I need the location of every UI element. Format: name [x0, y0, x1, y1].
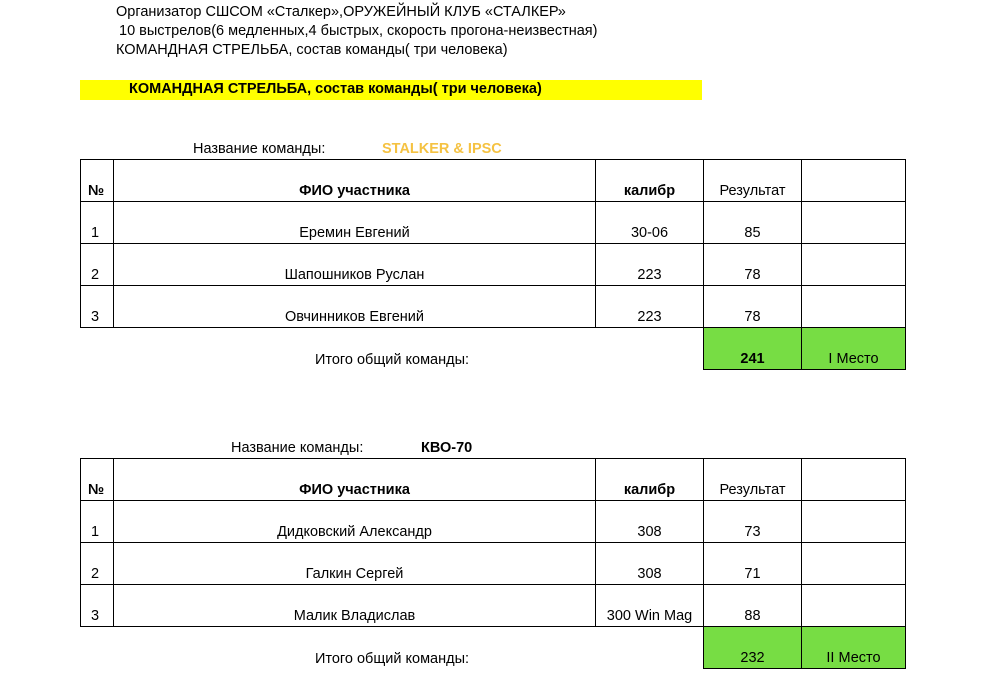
member-caliber: 223	[596, 286, 704, 328]
member-caliber: 308	[596, 543, 704, 585]
member-name: Шапошников Руслан	[114, 244, 596, 286]
member-result: 85	[704, 202, 802, 244]
member-name: Галкин Сергей	[114, 543, 596, 585]
member-result: 73	[704, 501, 802, 543]
competition-banner	[80, 80, 702, 100]
col-header-num: №	[81, 160, 114, 202]
col-header-extra	[802, 160, 906, 202]
member-caliber: 30-06	[596, 202, 704, 244]
team-1-label: Название команды:	[193, 141, 326, 157]
team-2-label: Название команды:	[231, 440, 364, 456]
col-header-name: ФИО участника	[114, 160, 596, 202]
team-total-score: 232	[704, 627, 802, 669]
banner-title: КОМАНДНАЯ СТРЕЛЬБА, состав команды( три человека)	[129, 81, 542, 97]
member-result: 88	[704, 585, 802, 627]
empty-cell	[596, 627, 704, 669]
member-caliber: 300 Win Mag	[596, 585, 704, 627]
empty-cell	[81, 328, 114, 370]
member-num: 1	[81, 501, 114, 543]
member-num: 1	[81, 202, 114, 244]
team-total-row	[81, 627, 906, 669]
team-total-row	[81, 328, 906, 370]
team-2-name: КВО-70	[421, 440, 473, 456]
table-header-row	[81, 160, 906, 202]
col-header-caliber: калибр	[596, 160, 704, 202]
team-1-results-table	[80, 159, 906, 370]
table-row	[81, 286, 906, 328]
member-num: 3	[81, 286, 114, 328]
team-total-label: Итого общий команды:	[314, 351, 470, 368]
member-name: Еремин Евгений	[114, 202, 596, 244]
member-name: Дидковский Александр	[114, 501, 596, 543]
member-num: 2	[81, 543, 114, 585]
member-extra	[802, 244, 906, 286]
member-num: 2	[81, 244, 114, 286]
team-place: I Место	[802, 328, 906, 370]
team-place: II Место	[802, 627, 906, 669]
col-header-extra	[802, 459, 906, 501]
member-extra	[802, 202, 906, 244]
member-extra	[802, 543, 906, 585]
team-total-label: Итого общий команды:	[314, 650, 470, 667]
table-row	[81, 585, 906, 627]
team-2-results-table	[80, 458, 906, 669]
team-total-score: 241	[704, 328, 802, 370]
shots-description-line: 10 выстрелов(6 медленных,4 быстрых, скорость прогона-неизвестная)	[119, 23, 598, 39]
member-result: 71	[704, 543, 802, 585]
empty-cell	[596, 328, 704, 370]
team-1-name: STALKER & IPSC	[382, 141, 502, 157]
col-header-caliber: калибр	[596, 459, 704, 501]
organizer-line: Организатор СШСОМ «Сталкер»,ОРУЖЕЙНЫЙ КЛУБ «СТАЛКЕР»	[116, 4, 566, 20]
table-row	[81, 244, 906, 286]
member-caliber: 223	[596, 244, 704, 286]
member-num: 3	[81, 585, 114, 627]
member-extra	[802, 286, 906, 328]
member-extra	[802, 585, 906, 627]
col-header-result: Результат	[704, 459, 802, 501]
table-row	[81, 501, 906, 543]
col-header-result: Результат	[704, 160, 802, 202]
member-extra	[802, 501, 906, 543]
empty-cell	[81, 627, 114, 669]
competition-type-line: КОМАНДНАЯ СТРЕЛЬБА, состав команды( три человека)	[116, 42, 508, 58]
member-name: Овчинников Евгений	[114, 286, 596, 328]
member-caliber: 308	[596, 501, 704, 543]
member-result: 78	[704, 244, 802, 286]
col-header-name: ФИО участника	[114, 459, 596, 501]
table-row	[81, 202, 906, 244]
table-header-row	[81, 459, 906, 501]
table-row	[81, 543, 906, 585]
member-name: Малик Владислав	[114, 585, 596, 627]
col-header-num: №	[81, 459, 114, 501]
member-result: 78	[704, 286, 802, 328]
